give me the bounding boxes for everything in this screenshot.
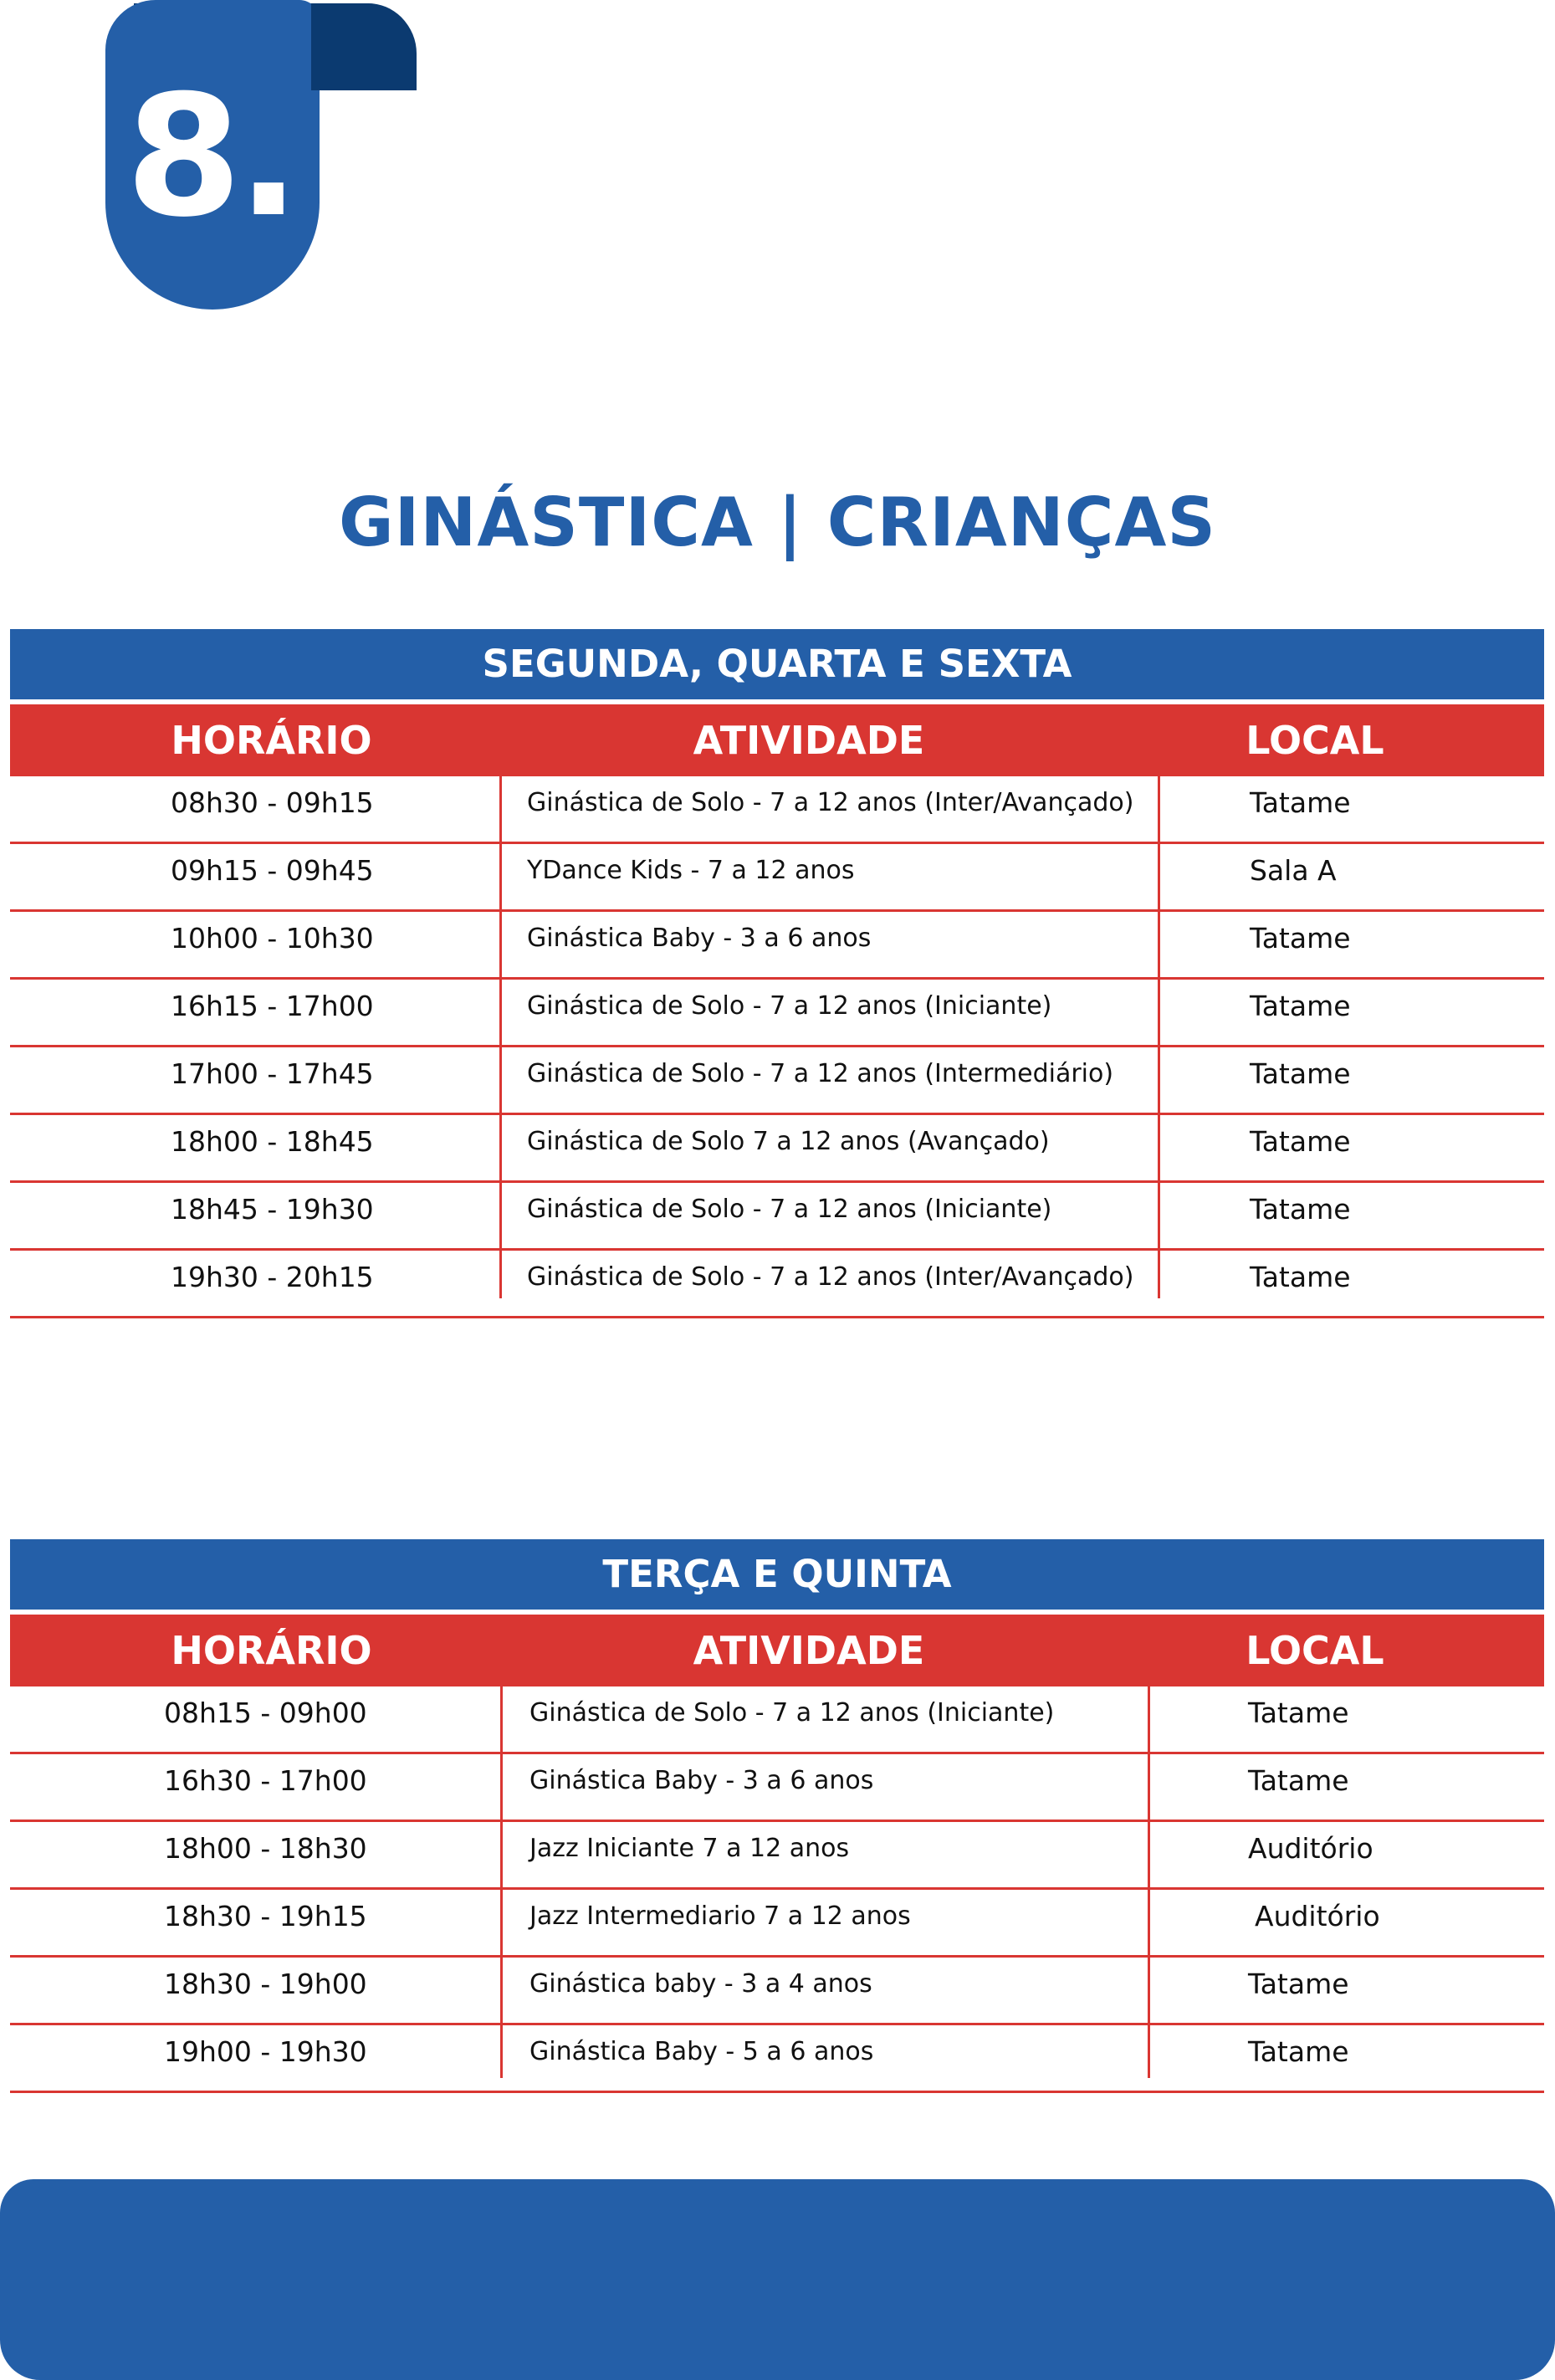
row-time: 18h00 - 18h30: [164, 1832, 367, 1865]
row-activity: Ginástica de Solo 7 a 12 anos (Avançado): [527, 1127, 1050, 1156]
day-header-mon-wed-fri: SEGUNDA, QUARTA E SEXTA: [10, 629, 1544, 699]
row-time: 18h30 - 19h00: [164, 1968, 367, 2000]
section-number: 8.: [125, 59, 296, 254]
row-activity: Ginástica de Solo - 7 a 12 anos (Iniciante): [527, 1195, 1052, 1224]
row-time: 19h00 - 19h30: [164, 2035, 367, 2068]
row-location: Tatame: [1250, 1057, 1351, 1090]
table-row: [10, 1822, 1544, 1890]
row-location: Auditório: [1248, 1832, 1373, 1865]
table-row: [10, 2025, 1544, 2093]
column-header-row: [10, 1615, 1544, 1686]
row-activity: Ginástica de Solo - 7 a 12 anos (Inter/Avançado): [527, 1262, 1134, 1292]
row-location: Tatame: [1248, 2035, 1349, 2068]
column-header-row: [10, 704, 1544, 776]
row-activity: YDance Kids - 7 a 12 anos: [527, 856, 855, 885]
row-location: Tatame: [1250, 786, 1351, 819]
row-time: 19h30 - 20h15: [171, 1261, 374, 1293]
column-header-local: LOCAL: [1246, 718, 1384, 763]
row-activity: Ginástica baby - 3 a 4 anos: [529, 1969, 872, 1999]
table-row: [10, 844, 1544, 912]
row-location: Tatame: [1250, 922, 1351, 955]
row-time: 18h00 - 18h45: [171, 1125, 374, 1158]
page-title: GINÁSTICA | CRIANÇAS: [339, 484, 1216, 561]
row-location: Tatame: [1250, 1193, 1351, 1226]
table-row: [10, 1686, 1544, 1754]
row-location: Auditório: [1255, 1900, 1380, 1932]
row-time: 08h30 - 09h15: [171, 786, 374, 819]
row-activity: Ginástica Baby - 3 a 6 anos: [529, 1766, 874, 1795]
row-activity: Ginástica de Solo - 7 a 12 anos (Iniciante): [529, 1698, 1055, 1727]
table-row: [10, 776, 1544, 844]
table-row: [10, 1754, 1544, 1822]
column-header-atividade: ATIVIDADE: [693, 1628, 925, 1673]
schedule-table-tue-thu: [10, 1686, 1544, 2093]
table-row: [10, 980, 1544, 1047]
row-activity: Ginástica Baby - 3 a 6 anos: [527, 924, 872, 953]
row-location: Tatame: [1250, 990, 1351, 1022]
row-location: Tatame: [1248, 1764, 1349, 1797]
row-time: 18h45 - 19h30: [171, 1193, 374, 1226]
row-location: Tatame: [1250, 1261, 1351, 1293]
row-time: 16h30 - 17h00: [164, 1764, 367, 1797]
table-row: [10, 1115, 1544, 1183]
table-row: [10, 1251, 1544, 1318]
row-time: 17h00 - 17h45: [171, 1057, 374, 1090]
column-header-atividade: ATIVIDADE: [693, 718, 925, 763]
footer-band: [0, 2179, 1555, 2380]
table-row: [10, 1890, 1544, 1958]
badge-ribbon-fold: [311, 3, 417, 90]
column-header-horario: HORÁRIO: [171, 718, 372, 763]
row-time: 08h15 - 09h00: [164, 1697, 367, 1729]
row-location: Tatame: [1248, 1968, 1349, 2000]
row-activity: Jazz Iniciante 7 a 12 anos: [529, 1834, 850, 1863]
row-activity: Ginástica de Solo - 7 a 12 anos (Intermediário): [527, 1059, 1114, 1088]
row-time: 18h30 - 19h15: [164, 1900, 367, 1932]
row-time: 10h00 - 10h30: [171, 922, 374, 955]
row-activity: Ginástica de Solo - 7 a 12 anos (Iniciante): [527, 991, 1052, 1021]
row-location: Sala A: [1250, 854, 1337, 887]
day-header-tue-thu: TERÇA E QUINTA: [10, 1539, 1544, 1610]
schedule-table-mon-wed-fri: [10, 776, 1544, 1318]
row-activity: Jazz Intermediario 7 a 12 anos: [529, 1901, 911, 1931]
row-activity: Ginástica Baby - 5 a 6 anos: [529, 2037, 874, 2066]
table-row: [10, 912, 1544, 980]
row-activity: Ginástica de Solo - 7 a 12 anos (Inter/Avançado): [527, 788, 1134, 817]
column-header-local: LOCAL: [1246, 1628, 1384, 1673]
column-header-horario: HORÁRIO: [171, 1628, 372, 1673]
row-location: Tatame: [1248, 1697, 1349, 1729]
table-row: [10, 1183, 1544, 1251]
row-time: 16h15 - 17h00: [171, 990, 374, 1022]
row-location: Tatame: [1250, 1125, 1351, 1158]
table-row: [10, 1958, 1544, 2025]
row-time: 09h15 - 09h45: [171, 854, 374, 887]
table-row: [10, 1047, 1544, 1115]
